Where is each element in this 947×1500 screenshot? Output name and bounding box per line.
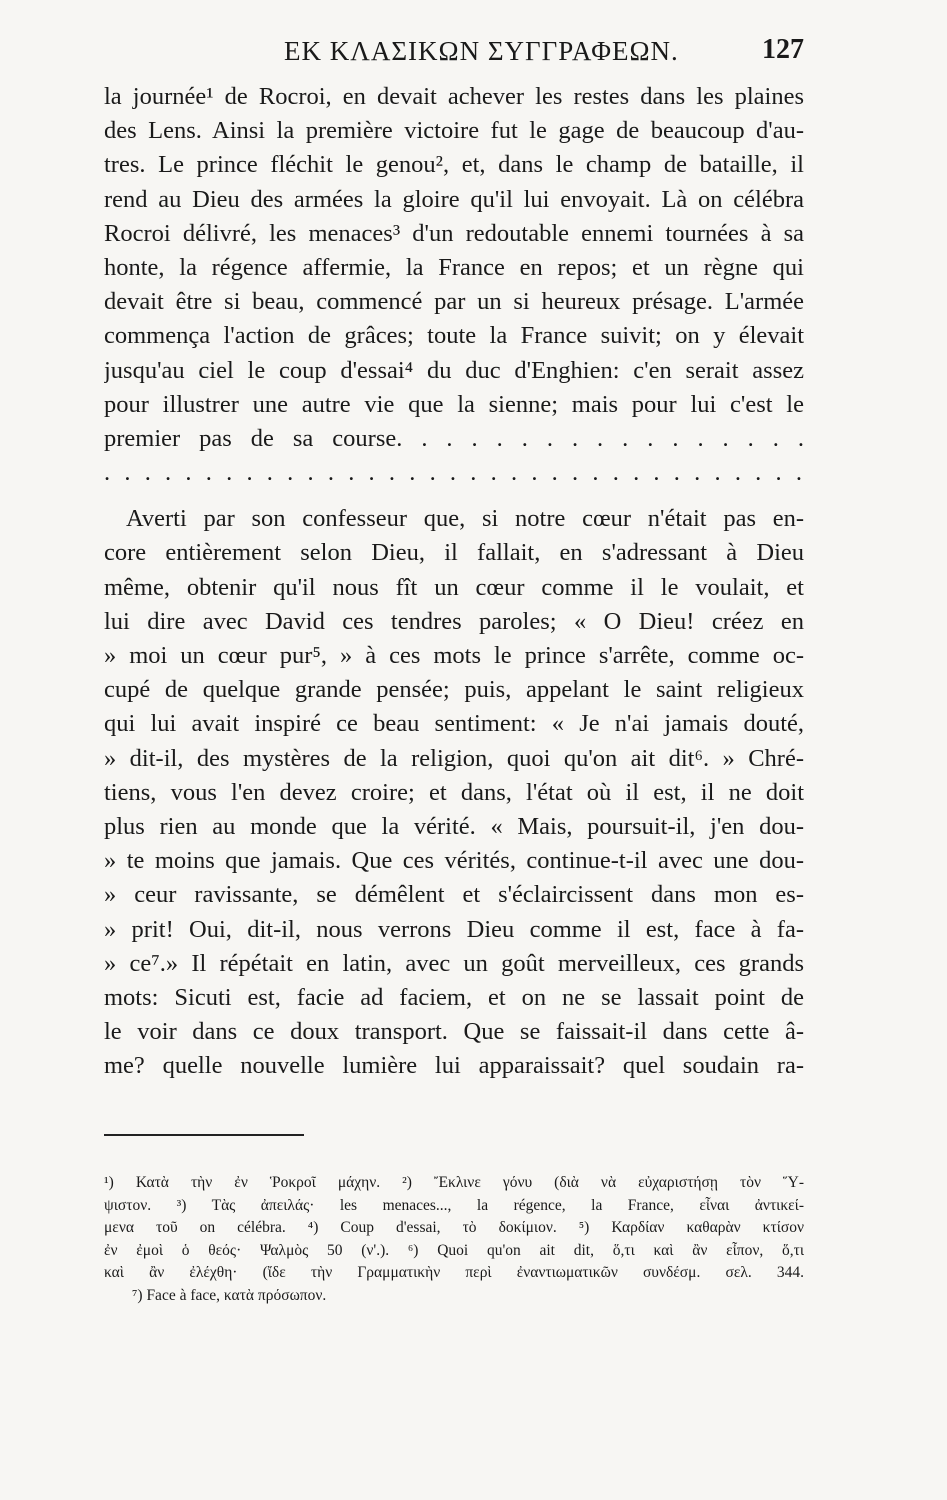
paragraph-1 <box>104 80 804 456</box>
text-line: le voir dans ce doux transport. Que se faissait-il dans cette â- <box>104 1018 804 1046</box>
footnote-line: ἐν ἐμοὶ ὁ θεός· Ψαλμὸς 50 (ν'.). ⁶) Quoi qu'on ait dit, ὅ,τι καὶ ἂν εἶπον, ὅ,τι <box>104 1241 804 1259</box>
text-line: la journée¹ de Rocroi, en devait achever les restes dans les plaines <box>104 83 804 110</box>
page-header <box>104 32 804 72</box>
footnote-line: μενα τοῦ on célébra. ⁴) Coup d'essai, τὸ δοκίμιον. ⁵) Καρδίαν καθαρὰν κτίσον <box>104 1219 804 1237</box>
text-line: plus rien au monde que la vérité. « Mais, poursuit-il, j'en dou- <box>104 812 804 840</box>
text-line: qui lui avait inspiré ce beau sentiment: « Je n'ai jamais douté, <box>104 710 804 738</box>
text-line: des Lens. Ainsi la première victoire fut le gage de beaucoup d'au- <box>104 117 804 145</box>
text-line: tiens, vous l'en devez croire; et dans, l'état où il est, il ne doit <box>104 778 804 806</box>
text-line: mots: Sicuti est, facie ad faciem, et on ne se lassait point de <box>104 983 804 1011</box>
running-title: ΕΚ ΚΛΑΣΙΚΩΝ ΣΥΓΓΡΑΦΕΩΝ. <box>284 36 679 66</box>
text-line: core entièrement selon Dieu, il fallait, en s'adressant à Dieu <box>104 539 804 567</box>
text-line: jusqu'au ciel le coup d'essai⁴ du duc d'Enghien: c'en serait assez <box>104 356 804 384</box>
ellipsis-line: . . . . . . . . . . . . . . . . . . . . . . . . . . . . . . . . . . . <box>104 459 804 487</box>
footnotes <box>104 1172 804 1308</box>
footnote-line: ¹) Κατὰ τὴν ἐν Ῥοκροῖ μάχην. ²) Ἔκλινε γόνυ (διὰ νὰ εὐχαριστήσῃ τὸν Ὕ- <box>104 1174 804 1191</box>
page-number: 127 <box>762 34 804 65</box>
text-line: » te moins que jamais. Que ces vérités, continue-t-il avec une dou- <box>104 847 804 875</box>
text-line: tres. Le prince fléchit le genou², et, dans le champ de bataille, il <box>104 151 804 179</box>
footnote-rule <box>104 1134 304 1136</box>
text-line: » prit! Oui, dit-il, nous verrons Dieu comme il est, face à fa- <box>104 915 804 943</box>
text-line: honte, la régence affermie, la France en repos; et un règne qui <box>104 253 804 281</box>
text-line: cupé de quelque grande pensée; puis, appelant le saint religieux <box>104 676 804 704</box>
text-line: lui dire avec David ces tendres paroles; « O Dieu! créez en <box>104 607 804 635</box>
text-line: pour illustrer une autre vie que la sienne; mais pour lui c'est le <box>104 390 804 418</box>
text-line: » ceur ravissante, se démêlent et s'éclaircissent dans mon es- <box>104 881 804 909</box>
text-line: rend au Dieu des armées la gloire qu'il lui envoyait. Là on célébra <box>104 185 804 213</box>
text-line: premier pas de sa course. . . . . . . . . . . . . . . . . <box>104 424 804 452</box>
text-line: » moi un cœur pur⁵, » à ces mots le prince s'arrête, comme oc- <box>104 642 804 669</box>
footnote-line: ⁷) Face à face, κατὰ πρόσωπον. <box>132 1286 327 1304</box>
footnote-line: καὶ ἂν ἐλέχθη· (ἴδε τὴν Γραμματικὴν περὶ ἐναντιωματικῶν συνδέσμ. σελ. 344. <box>104 1264 804 1282</box>
text-line: me? quelle nouvelle lumière lui apparaissait? quel soudain ra- <box>104 1052 804 1080</box>
paragraph-2 <box>104 502 804 1083</box>
text-line: Rocroi délivré, les menaces³ d'un redoutable ennemi tournées à sa <box>104 219 804 247</box>
body-text <box>104 80 804 1083</box>
footnote-line: ψιστον. ³) Τὰς ἀπειλάς· les menaces..., la régence, la France, εἶναι ἀντικεί- <box>104 1196 804 1214</box>
text-line: devait être si beau, commencé par un si heureux présage. L'armée <box>104 288 804 316</box>
text-line: commença l'action de grâces; toute la France suivit; on y élevait <box>104 322 804 350</box>
text-line: Averti par son confesseur que, si notre cœur n'était pas en- <box>126 505 804 533</box>
text-line: » ce⁷.» Il répétait en latin, avec un goût merveilleux, ces grands <box>104 949 804 977</box>
text-line: » dit-il, des mystères de la religion, quoi qu'on ait dit⁶. » Chré- <box>104 744 804 772</box>
text-line: même, obtenir qu'il nous fît un cœur comme il le voulait, et <box>104 573 804 601</box>
